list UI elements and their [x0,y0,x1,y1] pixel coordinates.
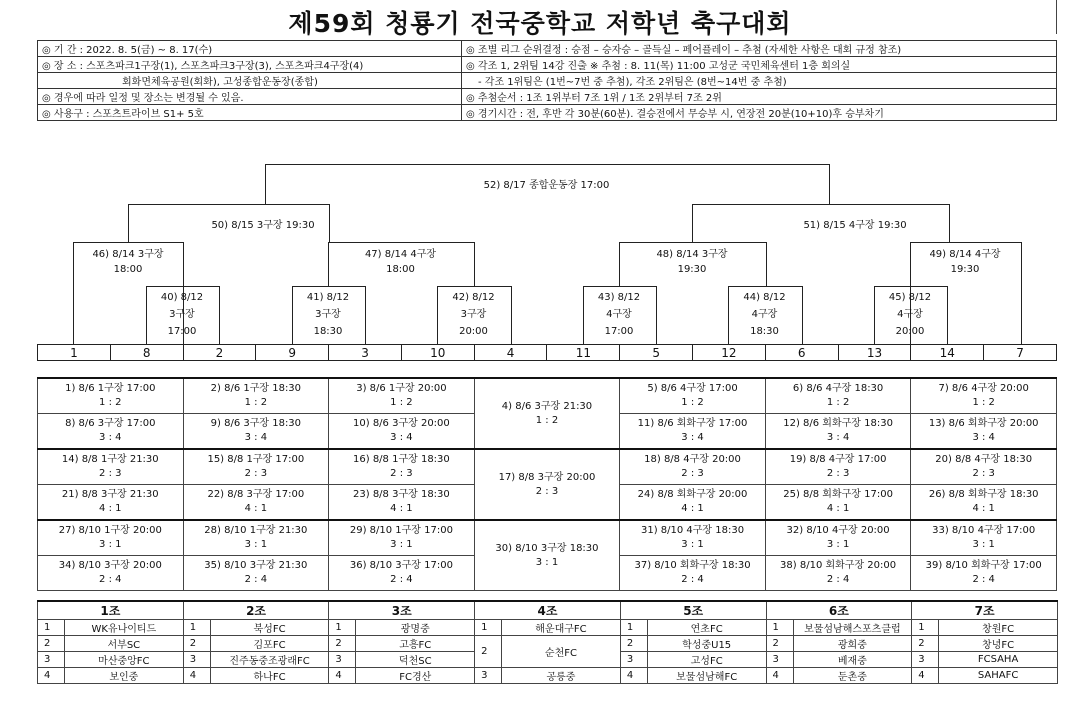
team-number: 2 [38,636,65,652]
schedule-cell [38,520,184,556]
r43-venue: 4구장 [606,309,632,320]
schedule-cell [329,414,475,450]
team-number: 2 [329,636,356,652]
group-header: 7조 [912,601,1058,620]
group-header: 1조 [38,601,184,620]
match-info: 15) 8/8 1구장 17:00 [207,454,305,465]
team-name: 고흥FC [356,636,475,652]
qf46-time: 18:00 [113,264,143,275]
info-period: ◎ 기 간 : 2022. 8. 5(금) ~ 8. 17(수) [38,41,462,57]
schedule-cell [620,520,766,556]
qf49-time: 19:30 [950,264,980,275]
team-number: 4 [329,668,356,684]
match-info: 24) 8/8 회화구장 20:00 [637,489,748,500]
team-name: 하나FC [210,668,329,684]
match-pairing: 2 : 4 [244,574,268,585]
team-name: 보물섬남해FC [647,668,766,684]
team-number: 3 [329,652,356,668]
match-pairing: 1 : 2 [535,414,559,426]
match-pairing: 3 : 1 [681,539,704,550]
match-info: 7) 8/6 4구장 20:00 [938,383,1029,394]
r41-venue: 3구장 [315,309,341,320]
sf2-label: 51) 8/15 4구장 19:30 [803,220,907,231]
match-pairing: 1 : 2 [390,397,413,408]
match-pairing: 4 : 1 [826,503,850,514]
team-name: 둔촌중 [793,668,912,684]
match-info: 20) 8/8 4구장 18:30 [935,454,1033,465]
match-info: 2) 8/6 1구장 18:30 [210,383,302,394]
team-name: 보물섬남해스포츠클럽 [793,620,912,636]
match-pairing: 2 : 3 [972,468,995,479]
match-pairing: 1 : 2 [99,397,122,408]
match-info: 36) 8/10 3구장 17:00 [349,560,453,571]
r42-venue: 3구장 [460,309,487,320]
match-pairing: 3 : 1 [244,539,268,550]
team-name: 연초FC [647,620,766,636]
match-info: 18) 8/8 4구장 20:00 [644,454,741,465]
r40-match: 40) 8/12 [160,292,204,303]
schedule-cell [620,556,766,591]
team-name: 베재중 [793,652,912,668]
match-info: 8) 8/6 3구장 17:00 [65,418,156,429]
schedule-cell [474,378,620,449]
match-info: 13) 8/6 회화구장 20:00 [928,418,1039,429]
match-pairing: 4 : 1 [681,503,704,514]
match-pairing: 2 : 4 [681,574,704,585]
schedule-cell [765,556,911,591]
team-number: 4 [183,668,210,684]
final-label: 52) 8/17 종합운동장 17:00 [483,180,610,191]
sf1-label: 50) 8/15 3구장 19:30 [211,220,315,231]
team-number: 4 [620,668,647,684]
group-header: 4조 [475,601,621,620]
match-info: 31) 8/10 4구장 18:30 [640,525,745,536]
team-name: 서부SC [65,636,184,652]
info-time: ◎ 경기시간 : 전, 후반 각 30분(60분). 결승전에서 무승부 시, 연장전 20분(10+10)후 승부차기 [462,105,1057,121]
match-pairing: 3 : 1 [972,539,995,550]
schedule-table [37,377,1057,591]
info-advance-text: ◎ 각조 1, 2위팀 14강 진출 ※ 추첨 : 8. 11(목) 11:00 고성군 국민체육센터 1층 회의실 [466,61,851,72]
qf46-label [74,247,182,277]
team-number: 3 [620,652,647,668]
match-pairing: 3 : 4 [826,432,850,443]
schedule-cell [474,449,620,520]
match-pairing: 2 : 3 [244,468,268,479]
schedule-cell [765,449,911,485]
schedule-cell [620,485,766,521]
team-number: 2 [620,636,647,652]
info-advance [462,57,1057,73]
r42-match: 42) 8/12 [452,292,495,303]
match-info: 19) 8/8 4구장 17:00 [789,454,887,465]
match-pairing: 1 : 2 [244,397,268,408]
seed-slot: 9 [256,345,329,360]
match-info: 10) 8/6 3구장 20:00 [353,418,450,429]
r43-time: 17:00 [604,326,634,337]
match-pairing: 4 : 1 [99,503,122,514]
match-info: 35) 8/10 3구장 21:30 [204,560,308,571]
match-info: 22) 8/8 3구장 17:00 [207,489,305,500]
team-number: 1 [329,620,356,636]
team-name: FC경산 [356,668,475,684]
seed-slot: 8 [111,345,184,360]
r41-match: 41) 8/12 [306,292,350,303]
match-pairing: 3 : 1 [826,539,850,550]
match-info: 4) 8/6 3구장 21:30 [501,400,593,412]
match-pairing: 2 : 4 [826,574,850,585]
seed-slot: 2 [184,345,257,360]
team-number: 4 [38,668,65,684]
seed-slot: 5 [620,345,693,360]
team-name: 순천FC [502,636,621,668]
match-info: 26) 8/8 회화구장 18:30 [928,489,1039,500]
team-name: FCSAHA [939,652,1058,668]
qf46-match: 46) 8/14 3구장 [92,249,164,260]
qf48-match: 48) 8/14 3구장 [656,249,728,260]
r40-venue: 3구장 [169,309,195,320]
team-name: 덕천SC [356,652,475,668]
match-info: 16) 8/8 1구장 18:30 [353,454,450,465]
match-info: 32) 8/10 4구장 20:00 [786,525,890,536]
match-info: 5) 8/6 4구장 17:00 [647,383,738,394]
schedule-cell [183,449,329,485]
match-info: 29) 8/10 1구장 17:00 [349,525,453,536]
seed-slot: 13 [839,345,912,360]
team-number: 1 [766,620,793,636]
seed-slot: 7 [1016,346,1024,360]
schedule-cell [183,414,329,450]
team-number: 2 [183,636,210,652]
schedule-cell [620,414,766,450]
match-info: 23) 8/8 3구장 18:30 [353,489,450,500]
team-name: 광명중 [356,620,475,636]
match-pairing: 3 : 4 [390,432,413,443]
schedule-cell [329,485,475,521]
schedule-cell [183,556,329,591]
team-name: 창원FC [939,620,1058,636]
match-pairing: 3 : 4 [972,432,995,443]
divider [1056,0,1057,34]
match-info: 21) 8/8 3구장 21:30 [61,489,159,500]
team-number: 1 [620,620,647,636]
match-info: 9) 8/6 3구장 18:30 [210,418,302,429]
match-info: 1) 8/6 1구장 17:00 [65,383,156,394]
info-venue-2: 회화면체육공원(회화), 고성종합운동장(종합) [38,73,462,89]
schedule-cell [911,378,1057,414]
schedule-cell [911,485,1057,521]
team-number: 1 [183,620,210,636]
match-info: 39) 8/10 회화구장 17:00 [925,560,1042,571]
schedule-cell [38,414,184,450]
r44-time: 18:30 [750,326,779,337]
schedule-cell [329,449,475,485]
team-number: 3 [475,668,502,684]
match-pairing: 2 : 3 [826,468,850,479]
match-pairing: 2 : 4 [972,574,995,585]
r41-time: 18:30 [313,326,343,337]
schedule-cell [911,449,1057,485]
match-pairing: 3 : 4 [99,432,122,443]
match-info: 38) 8/10 회화구장 20:00 [780,560,897,571]
match-pairing: 4 : 1 [390,503,413,514]
group-header: 3조 [329,601,475,620]
match-info: 11) 8/6 회화구장 17:00 [637,418,748,429]
schedule-cell [329,556,475,591]
team-number: 3 [183,652,210,668]
r43-match: 43) 8/12 [597,292,641,303]
seed-slot: 12 [693,345,766,360]
team-number: 2 [766,636,793,652]
schedule-cell [620,378,766,414]
info-venue: ◎ 장 소 : 스포츠파크1구장(1), 스포츠파크3구장(3), 스포츠파크4구장(4) [38,57,462,73]
group-header: 5조 [620,601,766,620]
team-number: 4 [912,668,939,684]
r45-match: 45) 8/12 [888,292,932,303]
team-name: SAHAFC [939,668,1058,684]
info-table [37,40,1057,121]
schedule-cell [765,520,911,556]
match-info: 27) 8/10 1구장 20:00 [58,525,162,536]
team-name: 진주동중조광래FC [210,652,329,668]
match-info: 25) 8/8 회화구장 17:00 [783,489,893,500]
seed-row [37,344,1057,361]
seed-slot: 14 [911,345,984,360]
r41-label [292,289,364,340]
qf47-label [328,247,473,277]
schedule-cell [183,378,329,414]
match-pairing: 1 : 2 [826,397,850,408]
r45-label [874,289,946,340]
match-pairing: 3 : 1 [99,539,122,550]
team-number: 1 [912,620,939,636]
team-number: 3 [912,652,939,668]
schedule-cell [765,485,911,521]
match-info: 28) 8/10 1구장 21:30 [204,525,308,536]
team-name: 공릉중 [502,668,621,684]
r42-time: 20:00 [459,326,488,337]
schedule-cell [329,378,475,414]
seed-slot: 6 [766,345,839,360]
match-pairing: 4 : 1 [244,503,268,514]
team-number: 1 [38,620,65,636]
schedule-cell [474,520,620,591]
qf49-match: 49) 8/14 4구장 [929,249,1001,260]
schedule-cell [38,449,184,485]
r45-time: 20:00 [895,326,925,337]
team-number: 4 [766,668,793,684]
info-notice: ◎ 경우에 따라 일정 및 장소는 변경될 수 있음. [38,89,462,105]
team-number: 2 [475,636,502,668]
schedule-cell [911,520,1057,556]
group-header: 2조 [183,601,329,620]
schedule-cell [620,449,766,485]
match-pairing: 1 : 2 [681,397,704,408]
schedule-cell [183,520,329,556]
schedule-cell [38,378,184,414]
match-info: 33) 8/10 4구장 17:00 [932,525,1036,536]
match-info: 12) 8/6 회화구장 18:30 [783,418,893,429]
team-number: 3 [38,652,65,668]
info-draw-rule: - 각조 1위팀은 (1번~7번 중 추첨), 각조 2위팀은 (8번~14번 중 추첨) [462,73,1057,89]
match-info: 37) 8/10 회화구장 18:30 [634,560,751,571]
r44-venue: 4구장 [751,309,778,320]
qf48-time: 19:30 [677,264,707,275]
r45-venue: 4구장 [897,309,923,320]
match-info: 34) 8/10 3구장 20:00 [58,560,162,571]
team-name: 고성FC [647,652,766,668]
groups-table [37,600,1058,684]
page-title: 제59회 청룡기 전국중학교 저학년 축구대회 [288,9,792,38]
match-pairing: 3 : 1 [390,539,413,550]
match-pairing: 3 : 1 [535,556,559,568]
schedule-cell [911,414,1057,450]
team-name: WK유나이티드 [65,620,184,636]
match-pairing: 3 : 4 [244,432,268,443]
info-draw-order: ◎ 추첨순서 : 1조 1위부터 7조 1위 / 1조 2위부터 7조 2위 [462,89,1057,105]
info-ball: ◎ 사용구 : 스포츠트라이브 S1+ 5호 [38,105,462,121]
team-name: 광희중 [793,636,912,652]
match-pairing: 2 : 3 [681,468,704,479]
r44-label [728,289,801,340]
schedule-cell [183,485,329,521]
match-info: 3) 8/6 1구장 20:00 [356,383,447,394]
match-pairing: 2 : 3 [99,468,122,479]
r42-label [437,289,510,340]
match-info: 17) 8/8 3구장 20:00 [498,471,596,483]
seed-slot: 4 [475,345,548,360]
qf49-label [910,247,1020,277]
team-number: 2 [912,636,939,652]
team-name: 창녕FC [939,636,1058,652]
team-name: 해운대구FC [502,620,621,636]
qf47-time: 18:00 [386,264,415,275]
match-info: 6) 8/6 4구장 18:30 [792,383,884,394]
team-name: 학성중U15 [647,636,766,652]
team-name: 북성FC [210,620,329,636]
r44-match: 44) 8/12 [743,292,786,303]
match-info: 30) 8/10 3구장 18:30 [495,542,599,554]
qf48-label [619,247,765,277]
match-pairing: 2 : 4 [99,574,122,585]
schedule-cell [38,556,184,591]
schedule-cell [38,485,184,521]
match-info: 14) 8/8 1구장 21:30 [61,454,159,465]
team-name: 보인중 [65,668,184,684]
team-name: 마산중앙FC [65,652,184,668]
qf47-match: 47) 8/14 4구장 [364,249,437,260]
schedule-cell [911,556,1057,591]
match-pairing: 2 : 3 [535,485,559,497]
group-header: 6조 [766,601,912,620]
match-pairing: 4 : 1 [972,503,995,514]
r40-time: 17:00 [167,326,197,337]
r43-label [583,289,655,340]
match-pairing: 3 : 4 [681,432,704,443]
seed-slot: 11 [547,345,620,360]
team-number: 3 [766,652,793,668]
r40-label [146,289,218,340]
seed-slot: 1 [38,345,111,360]
team-name: 김포FC [210,636,329,652]
schedule-cell [329,520,475,556]
team-number: 1 [475,620,502,636]
match-pairing: 2 : 4 [390,574,413,585]
info-ranking: ◎ 조별 리그 순위결정 : 승점 – 승자승 – 골득실 – 페어플레이 – 추첨 (자세한 사항은 대회 규정 참조) [462,41,1057,57]
seed-slot: 10 [402,345,475,360]
schedule-cell [765,378,911,414]
match-pairing: 2 : 3 [390,468,413,479]
match-pairing: 1 : 2 [972,397,995,408]
schedule-cell [765,414,911,450]
seed-slot: 3 [329,345,402,360]
